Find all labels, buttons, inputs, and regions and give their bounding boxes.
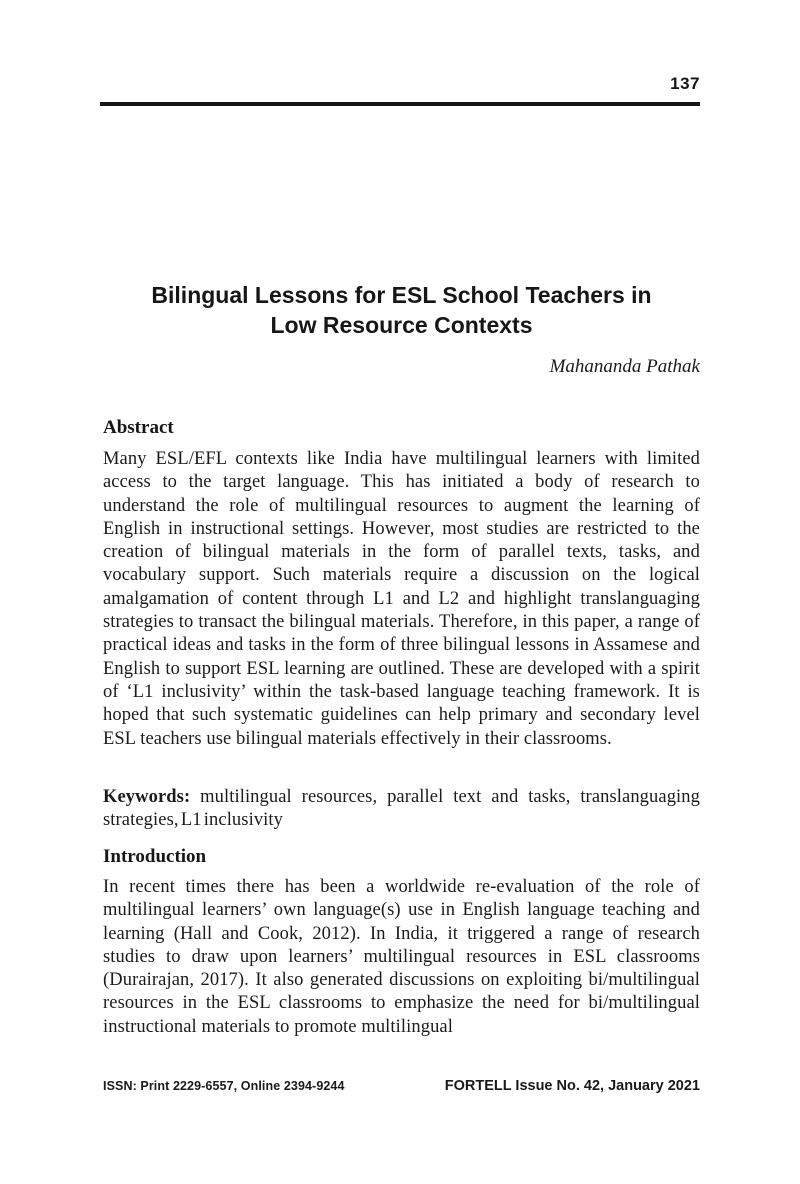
author-name: Mahananda Pathak [549, 356, 700, 377]
page-number: 137 [670, 74, 700, 93]
keywords-text: multilingual resources, parallel text and tasks, translanguaging strategies, L1 inclusivity [103, 787, 700, 831]
keywords-label: Keywords: [103, 787, 191, 807]
title-line-1: Bilingual Lessons for ESL School Teachers in [151, 282, 652, 308]
abstract-text: Many ESL/EFL contexts like India have multilingual learners with limited access to the target language. This has initiated a body of research to understand the role of multilingual resources to augment the learning of English in instructional settings. However, most studies are restricted to the creation of bilingual materials in the form of parallel texts, tasks, and vocabulary support. Such materials require a discussion on the logical amalgamation of content through L1 and L2 and highlight translanguaging strategies to transact the bilingual materials. Therefore, in this paper, a range of practical ideas and tasks in the form of three bilingual lessons in Assamese and English to support ESL learning are outlined. These are developed with a spirit of ‘L1 inclusivity’ within the task-based language teaching framework. It is hoped that such systematic guidelines can help primary and secondary level ESL teachers use bilingual materials effectively in their classrooms. [103, 449, 700, 749]
page-footer [103, 1078, 700, 1094]
title-line-2: Low Resource Contexts [270, 312, 533, 338]
introduction-heading: Introduction [103, 846, 207, 867]
article-content [103, 0, 700, 1184]
abstract-heading: Abstract [103, 417, 174, 438]
introduction-text: In recent times there has been a worldwide re-evaluation of the role of multilingual learners’ own language(s) use in English language teaching and learning (Hall and Cook, 2012). In India, it triggered a range of research studies to draw upon learners’ multilingual resources in ESL classrooms (Durairajan, 2017). It also generated discussions on exploiting bi/multilingual resources in the ESL classrooms to emphasize the need for bi/multilingual instructional materials to promote multilingual [103, 877, 700, 1037]
article-title [103, 280, 700, 340]
issn-info: ISSN: Print 2229-6557, Online 2394-9244 [103, 1079, 345, 1093]
journal-info: FORTELL Issue No. 42, January 2021 [444, 1078, 700, 1094]
keywords [103, 786, 700, 833]
